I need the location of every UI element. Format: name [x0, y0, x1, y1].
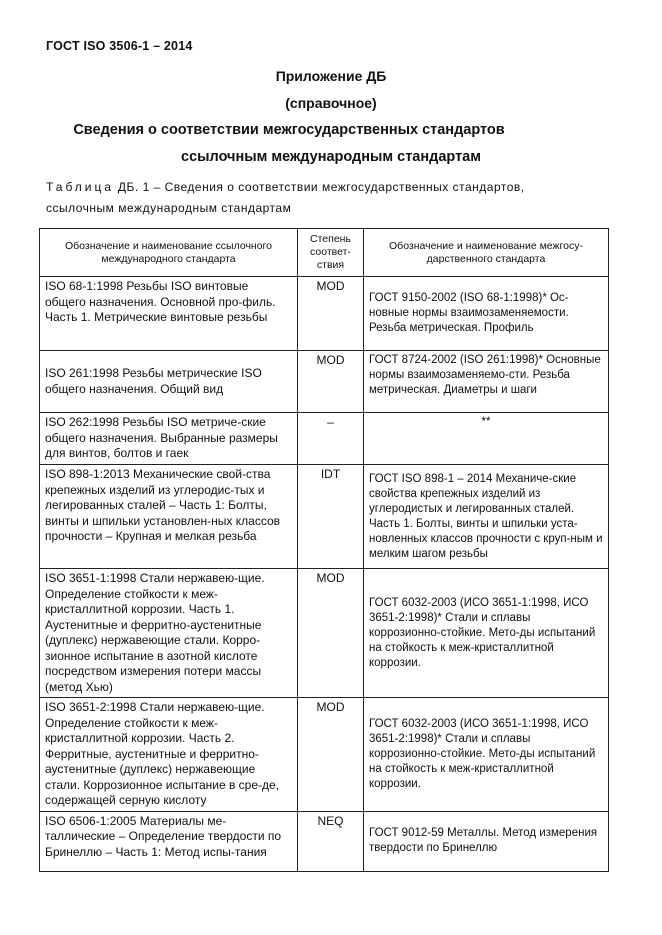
header-international: Обозначение и наименование ссылочного международного стандарта [40, 229, 298, 277]
document-code: ГОСТ ISO 3506-1 – 2014 [46, 39, 193, 53]
cell-interstate: ГОСТ 9150-2002 (ISO 68-1:1998)* Ос-новные нормы взаимозаменяемости. Резьба метрическая. Профиль [364, 277, 609, 351]
table-caption [46, 180, 525, 194]
appendix-title-line1: Сведения о соответствии межгосударственных стандартов [73, 122, 505, 138]
caption-text-line1: ДБ. 1 – Сведения о соответствии межгосударственных стандартов, [117, 180, 525, 194]
cell-interstate: ГОСТ 8724-2002 (ISO 261:1998)* Основные нормы взаимозаменяемо-сти. Резьба метрическая. Диаметры и шаги [364, 351, 609, 413]
table-row [40, 569, 609, 698]
cell-degree: NEQ [298, 811, 364, 871]
table-row [40, 465, 609, 569]
cell-degree: MOD [298, 698, 364, 812]
cell-interstate: ГОСТ 6032-2003 (ИСО 3651-1:1998, ИСО 3651-2:1998)* Стали и сплавы коррозионно-стойкие. Мето-ды испытаний на стойкость к меж-кристаллитной коррозии. [364, 569, 609, 698]
cell-degree: MOD [298, 277, 364, 351]
table-row [40, 413, 609, 465]
table-row [40, 811, 609, 871]
table-caption-line2: ссылочным международным стандартам [46, 201, 292, 215]
header-degree: Степень соответ-ствия [298, 229, 364, 277]
table-row [40, 351, 609, 413]
cell-international: ISO 898-1:2013 Механические свой-ства крепежных изделий из углеродис-тых и легированных сталей – Часть 1: Болты, винты и шпильки установлен-ных классов прочности – Крупная и мелкая резьба [40, 465, 298, 569]
cell-interstate: ГОСТ ISO 898-1 – 2014 Механиче-ские свойства крепежных изделий из углеродистых и легированных сталей. Часть 1. Болты, винты и шпильки уста-новленных классов прочности с круп-ным и мелким шагом резьбы [364, 465, 609, 569]
appendix-kind: (справочное) [285, 95, 377, 111]
caption-label: Таблица [46, 180, 115, 194]
table-header-row [40, 229, 609, 277]
cell-international: ISO 3651-1:1998 Стали нержавею-щие. Определение стойкости к меж-кристаллитной коррозии. Часть 1. Аустенитные и ферритно-аустенитные (дуплекс) нержавеющие стали. Корро-зионное испытание в азотной кислоте посредством измерения потери массы (метод Хью) [40, 569, 298, 698]
cell-interstate: ГОСТ 9012-59 Металлы. Метод измерения твердости по Бринеллю [364, 811, 609, 871]
cell-international: ISO 262:1998 Резьбы ISO метриче-ские общего назначения. Выбранные размеры для винтов, болтов и гаек [40, 413, 298, 465]
cell-degree: MOD [298, 569, 364, 698]
cell-degree: IDT [298, 465, 364, 569]
appendix-name: Приложение ДБ [275, 68, 387, 84]
table-row [40, 277, 609, 351]
table-row [40, 698, 609, 812]
cell-degree: MOD [298, 351, 364, 413]
appendix-title-line2: ссылочным международным стандартам [181, 149, 481, 165]
cell-degree: – [298, 413, 364, 465]
cell-international: ISO 3651-2:1998 Стали нержавею-щие. Определение стойкости к меж-кристаллитной коррозии. Часть 2. Ферритные, аустенитные и ферритно-аустенитные (дуплекс) нержавеющие стали. Коррозионное испытание в сре-де, содержащей серную кислоту [40, 698, 298, 812]
cell-international: ISO 68-1:1998 Резьбы ISO винтовые общего назначения. Основной про-филь. Часть 1. Метрические винтовые резьбы [40, 277, 298, 351]
standards-table [39, 228, 609, 872]
cell-international: ISO 261:1998 Резьбы метрические ISO общего назначения. Общий вид [40, 351, 298, 413]
cell-interstate: ГОСТ 6032-2003 (ИСО 3651-1:1998, ИСО 3651-2:1998)* Стали и сплавы коррозионно-стойкие. Мето-ды испытаний на стойкость к меж-кристаллитной коррозии. [364, 698, 609, 812]
cell-international: ISO 6506-1:2005 Материалы ме-таллические – Определение твердости по Бринеллю – Часть 1: Метод испы-тания [40, 811, 298, 871]
cell-interstate: ** [364, 413, 609, 465]
header-interstate: Обозначение и наименование межгосу-дарственного стандарта [364, 229, 609, 277]
